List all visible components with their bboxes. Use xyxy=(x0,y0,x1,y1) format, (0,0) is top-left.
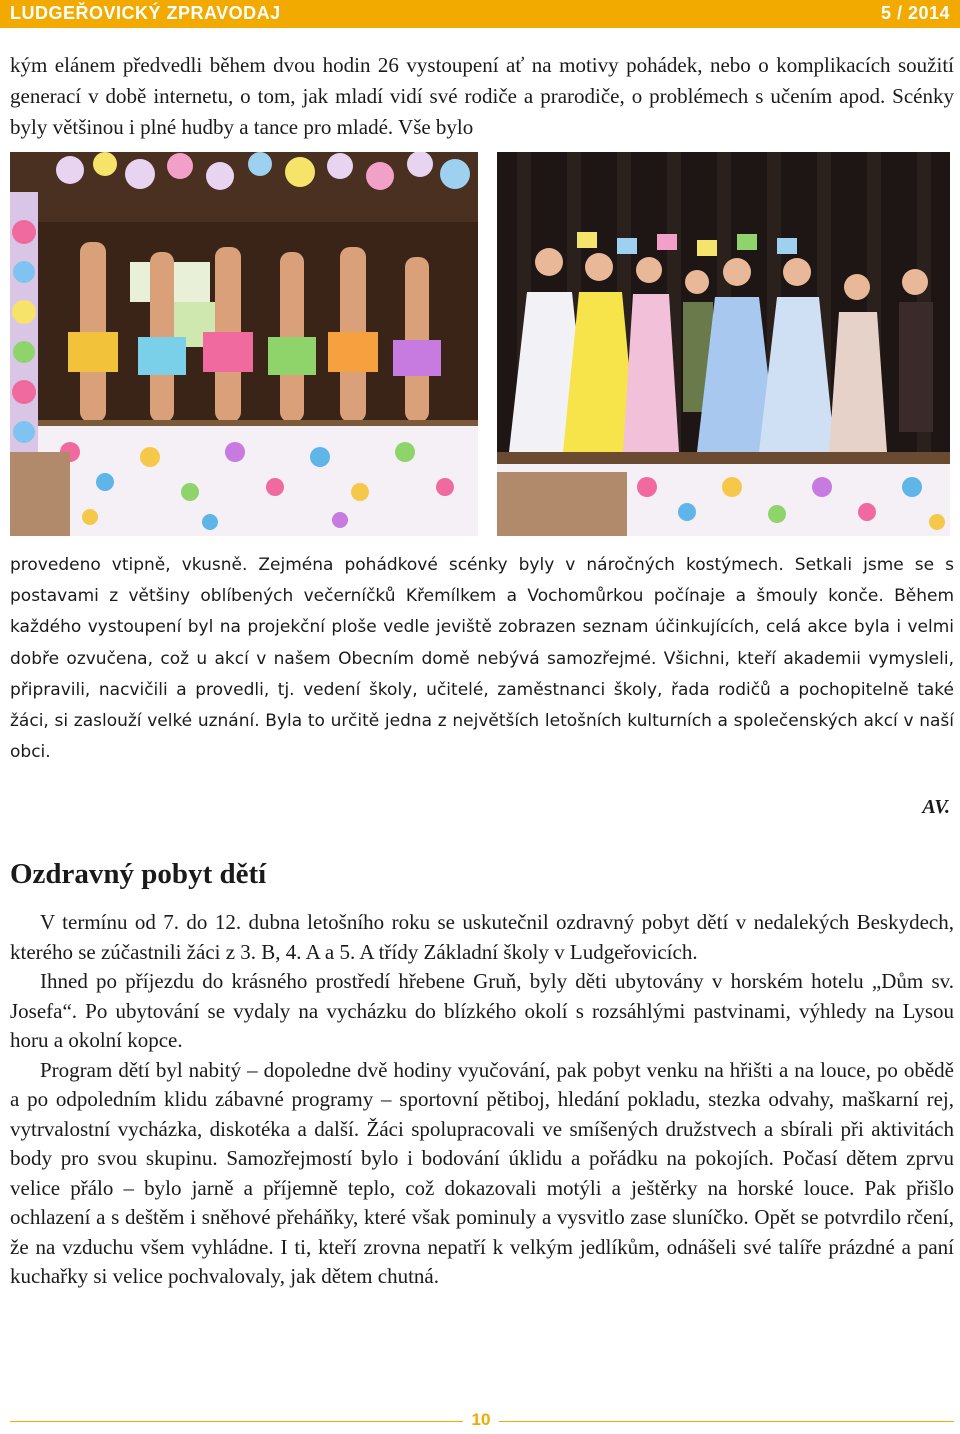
fairy-tale-costumes-photo xyxy=(497,152,950,536)
continued-paragraph: provedeno vtipně, vkusně. Zejména pohádkové scénky byly v náročných kostýmech. Setkali jsme se s postavami z většiny oblíbených večerníčků Křemílkem a Vochomůrkou počínaje a šmouly konče. Během každého vystoupení byl na projekční ploše vedle jeviště zobrazen seznam účinkujících, celá akce byla i velmi dobře ozvučena, což u akcí v našem Obecním domě nebývá samozřejmé. Všichni, kteří akademii vymysleli, připravili, nacvičili a provedli, tj. vedení školy, učitelé, zaměstnanci školy, řada rodičů a pochopitelně také žáci, si zaslouží velké uznání. Byla to určitě jedna z největších letošních kulturních a společenských akcí v naší obci. xyxy=(10,555,954,763)
article-body xyxy=(10,908,954,1292)
header-bar xyxy=(0,0,960,28)
article-paragraph: V termínu od 7. do 12. dubna letošního roku se uskutečnil ozdravný pobyt dětí v nedalekých Beskydech, kterého se zúčastnili žáci z 3. B, 4. A a 5. A třídy Základní školy v Ludgeřovicích. xyxy=(10,910,954,964)
article-paragraph: Program dětí byl nabitý – dopoledne dvě hodiny vyučování, pak pobyt venku na hřišti a na louce, po obědě a po odpoledním klidu zábavné programy – sportovní pětiboj, hledání pokladu, stezka odvahy, maškarní rej, vytrvalostní vycházka, diskotéka a další. Žáci spolupracovali ve smíšených družstvech a sbírali při aktivitách body pro svou skupinu. Samozřejmostí bylo i bodování úklidu a pořádku na pokojích. Počasí dětem zprvu velice přálo – bylo jarně a příjemně teplo, což dokazovali motýli a ještěrky na horské louce. Pak přišlo ochlazení a s deštěm i sněhové přeháňky, které však pominuly a vysvitlo zase sluníčko. Opět se potvrdilo rčení, že na vzduchu všem vyhládne. I ti, kteří zrovna nepatří k velkým jedlíkům, odnášeli své talíře prázdné a paní kuchařky si velice pochvalovaly, jak dětem chutná. xyxy=(10,1057,954,1288)
article-title: Ozdravný pobyt dětí xyxy=(10,858,267,890)
dance-performance-photo xyxy=(10,152,478,536)
article-paragraph: Ihned po příjezdu do krásného prostředí hřebene Gruň, byly děti ubytovány v horském hotelu „Dům sv. Josefa“. Po ubytování se vydaly na vycházku do blízkého okolí s rozsáhlými pastvinami, výhledy na Lysou horu a okolní kopce. xyxy=(10,969,954,1052)
newsletter-title: LUDGEŘOVICKÝ ZPRAVODAJ xyxy=(10,3,281,23)
page-number: 10 xyxy=(471,1410,491,1429)
issue-number: 5 / 2014 xyxy=(880,3,950,23)
author-signature: AV. xyxy=(922,796,950,818)
intro-paragraph: kým elánem předvedli během dvou hodin 26 vystoupení ať na motivy pohádek, nebo o komplikacích soužití generací v době internetu, o tom, jak mladí vidí své rodiče a prarodiče, o problémech s učením apod. Scénky byly většinou i plné hudby a tance pro mladé. Vše bylo xyxy=(10,53,954,139)
